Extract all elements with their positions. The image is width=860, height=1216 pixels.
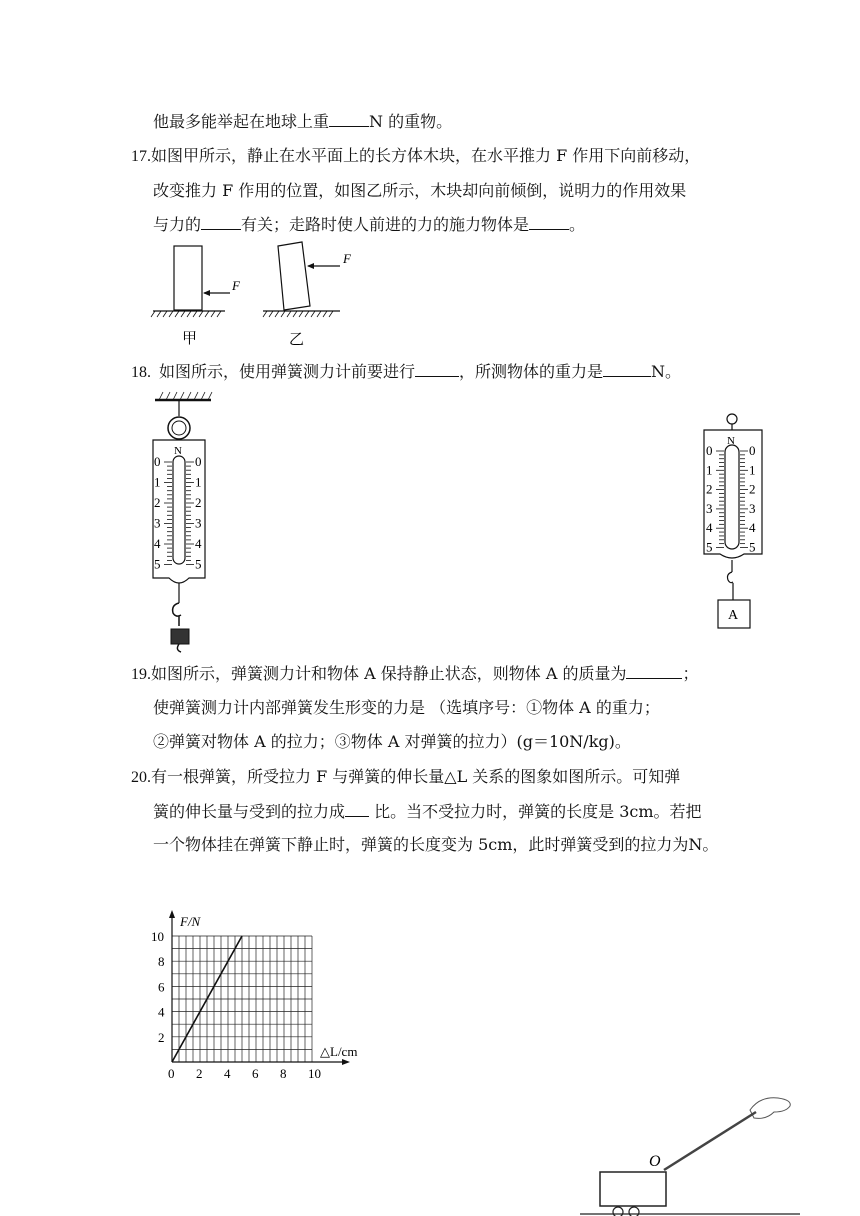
y-axis-arrow xyxy=(169,910,175,918)
chart-axes xyxy=(169,910,350,1065)
ring-inner xyxy=(172,421,186,435)
question-number: 20. xyxy=(131,769,151,786)
top-ring xyxy=(727,414,737,424)
y-axis-label: F/N xyxy=(180,914,201,929)
tick-label-right: 2 xyxy=(195,495,202,510)
tick-label-left: 2 xyxy=(154,495,161,510)
tick-label-right: 3 xyxy=(749,500,756,516)
tick-label-right: 5 xyxy=(749,539,756,555)
tick-label-left: 1 xyxy=(706,462,713,478)
hook-icon xyxy=(728,572,734,583)
x-axis-label: △L/cm xyxy=(320,1044,358,1059)
q17-text: 。 xyxy=(569,215,586,234)
q18-text: ，所测物体的重力是 xyxy=(459,362,604,381)
y-tick-label: 8 xyxy=(158,954,165,970)
x-tick-label: 4 xyxy=(224,1066,231,1081)
x-tick-label: 6 xyxy=(252,1066,259,1081)
answer-blank[interactable] xyxy=(626,662,682,679)
y-tick-label: 6 xyxy=(158,979,165,995)
wheel-icon xyxy=(613,1207,623,1216)
tick-label-left: 2 xyxy=(706,481,713,497)
figure-label-yi: 乙 xyxy=(289,332,305,348)
chart-grid xyxy=(172,936,312,1062)
q18-text: N。 xyxy=(651,362,682,381)
tick-label-left: 0 xyxy=(706,443,713,458)
block-tilted xyxy=(278,242,310,310)
tick-label-left: 3 xyxy=(154,515,161,531)
q20-line-3 xyxy=(153,834,718,856)
tick-label-right: 1 xyxy=(749,462,756,478)
figure-17 xyxy=(150,240,360,350)
x-tick-label: 8 xyxy=(280,1066,287,1081)
q19-text: ②弹簧对物体 A 的拉力；③物体 A 对弹簧的拉力）(g＝10N/kg)。 xyxy=(153,732,631,751)
q19-line-3 xyxy=(153,731,631,753)
tick-label-right: 4 xyxy=(749,520,756,536)
block-a-label: A xyxy=(728,608,739,623)
q20-text: 比。当不受拉力时，弹簧的长度是 3cm。若把 xyxy=(369,802,702,821)
tick-label-right: 0 xyxy=(749,443,756,458)
q16-tail-line xyxy=(153,110,452,133)
question-number: 17. xyxy=(131,148,151,165)
answer-blank[interactable] xyxy=(603,360,651,377)
wheel-icon xyxy=(629,1207,639,1216)
ground-hatch xyxy=(151,311,221,317)
tick-label-left: 5 xyxy=(154,556,161,572)
scale-slot xyxy=(725,445,739,549)
x-tick-label: 0 xyxy=(168,1066,175,1081)
tick-label-left: 0 xyxy=(154,454,161,469)
q16-text: 他最多能举起在地球上重 xyxy=(153,112,330,131)
y-tick-label: 10 xyxy=(151,929,164,944)
q19-text: 使弹簧测力计内部弹簧发生形变的力是 （选填序号：①物体 A 的重力； xyxy=(153,698,660,717)
answer-blank[interactable] xyxy=(529,213,569,230)
cart-body xyxy=(600,1172,666,1206)
weight-block xyxy=(171,629,189,644)
q19-text: ； xyxy=(682,664,699,683)
tick-label-right: 2 xyxy=(749,481,756,497)
force-label: F xyxy=(343,251,351,266)
arrow-head xyxy=(307,263,314,269)
tick-label-left: 5 xyxy=(706,539,713,555)
figure-label-jia: 甲 xyxy=(182,331,198,347)
x-tick-label: 10 xyxy=(308,1066,321,1081)
tick-label-right: 5 xyxy=(195,556,202,572)
tick-label-left: 4 xyxy=(154,536,161,551)
x-tick-label: 2 xyxy=(196,1066,203,1081)
force-label: F xyxy=(232,278,240,293)
figure-21-cart xyxy=(560,1088,810,1216)
q17-text: 如图甲所示，静止在水平面上的长方体木块，在水平推力 F 作用下向前移动， xyxy=(151,146,701,165)
answer-blank[interactable] xyxy=(345,800,369,817)
q19-text: 如图所示，弹簧测力计和物体 A 保持静止状态，则物体 A 的质量为 xyxy=(151,664,627,683)
q18-text: 如图所示，使用弹簧测力计前要进行 xyxy=(159,362,416,381)
figure-20-chart xyxy=(140,895,380,1090)
question-number: 19. xyxy=(131,666,151,683)
q17-line-3 xyxy=(153,213,585,236)
q19-line-1 xyxy=(131,662,698,686)
y-tick-label: 4 xyxy=(158,1004,165,1020)
tick-label-right: 0 xyxy=(195,454,202,469)
unit-label: N xyxy=(727,435,735,447)
tick-label-left: 4 xyxy=(706,520,713,536)
figure-18-spring-scale xyxy=(145,388,225,653)
q17-line-1 xyxy=(131,145,700,168)
q20-line-2 xyxy=(153,800,702,823)
hook-icon xyxy=(173,603,181,616)
question-number: 18. xyxy=(131,364,151,381)
tick-label-right: 3 xyxy=(195,515,202,531)
weight-hook-icon xyxy=(177,644,181,652)
arrow-head xyxy=(203,290,210,296)
x-axis-arrow xyxy=(342,1059,350,1065)
q16-text-end: N 的重物。 xyxy=(369,112,453,131)
y-tick-label: 2 xyxy=(158,1029,165,1045)
point-o-label: O xyxy=(649,1153,661,1170)
q19-line-2 xyxy=(153,697,660,719)
chart-tick-labels xyxy=(151,929,321,1081)
tick-label-left: 3 xyxy=(706,500,713,516)
q17-text: 改变推力 F 作用的位置，如图乙所示，木块却向前倾倒，说明力的作用效果 xyxy=(153,181,687,200)
hand-icon xyxy=(750,1098,790,1119)
scale-ticks xyxy=(154,454,202,572)
q20-text: 簧的伸长量与受到的拉力成 xyxy=(153,802,346,821)
unit-label: N xyxy=(174,445,182,457)
q18-line xyxy=(131,360,681,384)
answer-blank[interactable] xyxy=(201,213,241,230)
rope xyxy=(664,1112,756,1170)
scale-slot xyxy=(173,456,185,564)
q17-text: 有关；走路时使人前进的力的施力物体是 xyxy=(241,215,530,234)
q20-text: 一个物体挂在弹簧下静止时，弹簧的长度变为 5cm，此时弹簧受到的拉力为N。 xyxy=(153,835,719,854)
scale-ticks xyxy=(706,443,756,555)
figure-19-spring-scale xyxy=(700,408,780,633)
ring xyxy=(168,417,190,439)
tick-label-right: 1 xyxy=(195,474,202,490)
tick-label-right: 4 xyxy=(195,536,202,551)
ground-hatch xyxy=(263,311,333,317)
q17-line-2 xyxy=(153,180,686,202)
answer-blank[interactable] xyxy=(415,360,459,377)
block-upright xyxy=(174,246,202,310)
answer-blank[interactable] xyxy=(329,110,369,127)
tick-label-left: 1 xyxy=(154,474,161,490)
q20-text: 有一根弹簧，所受拉力 F 与弹簧的伸长量△L 关系的图象如图所示。可知弹 xyxy=(151,767,681,786)
q20-line-1 xyxy=(131,766,680,789)
q17-text: 与力的 xyxy=(153,215,202,234)
